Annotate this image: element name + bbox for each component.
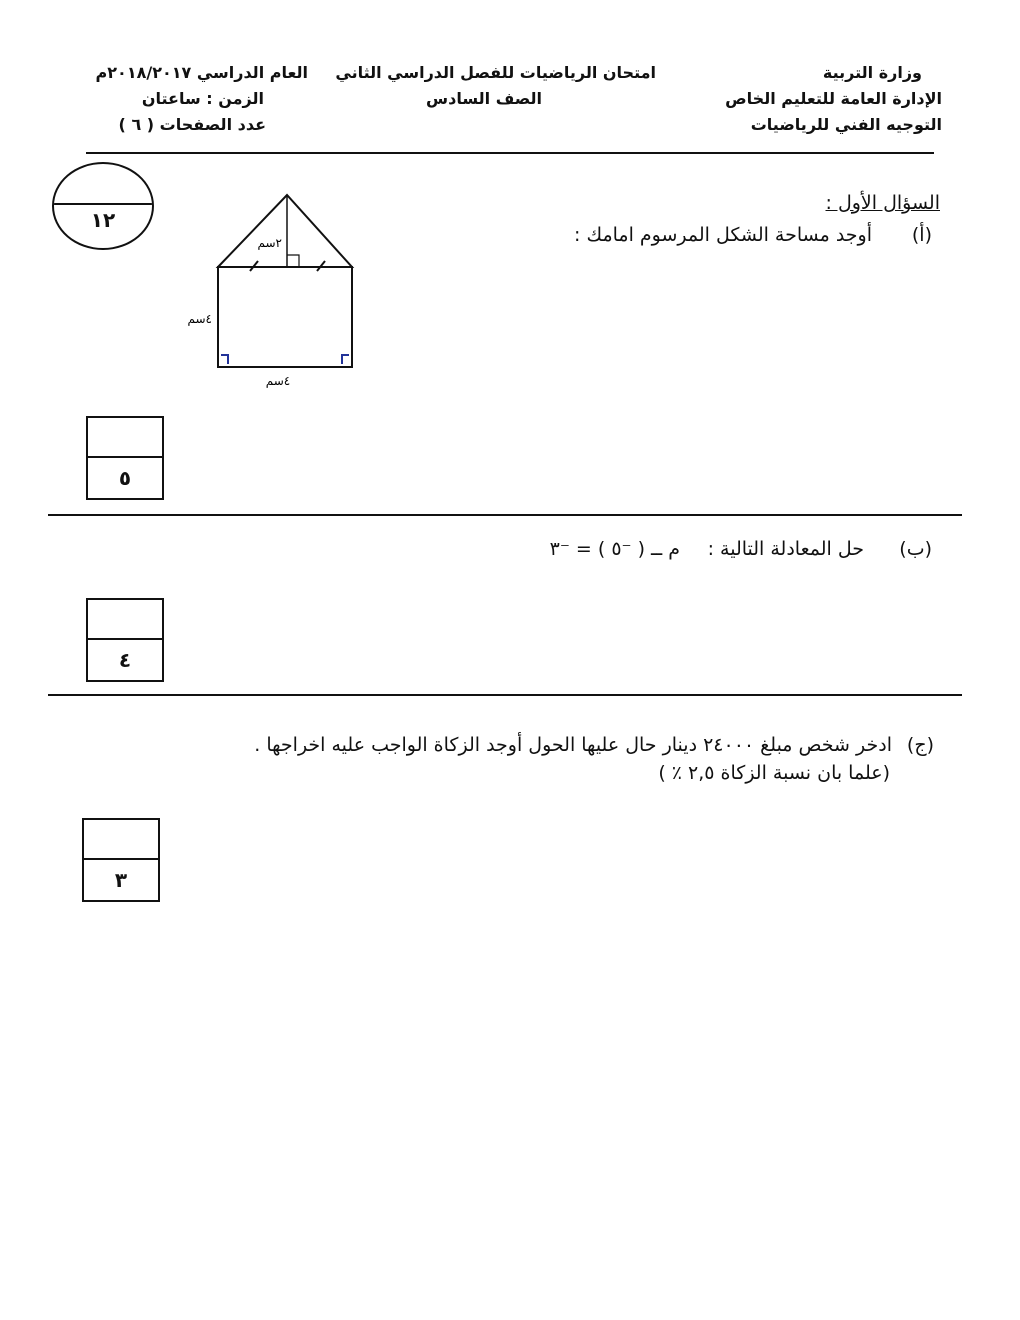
part-b-equation: م ــ ( ⁻٥ ) = ⁻٣	[549, 538, 680, 560]
part-b-score-box[interactable]	[86, 598, 164, 682]
corner-mark-left	[221, 355, 228, 364]
house-figure	[170, 185, 370, 400]
part-c-score-box[interactable]	[82, 818, 160, 902]
supervision-name: التوجيه الفني للرياضيات	[750, 115, 942, 134]
grade-label: الصف السادس	[426, 89, 542, 108]
total-marks-circle	[52, 162, 154, 250]
divider-a	[48, 514, 962, 516]
corner-mark-right	[342, 355, 349, 364]
part-c-label: (ج)	[906, 734, 934, 756]
exam-title: امتحان الرياضيات للفصل الدراسي الثاني	[335, 63, 656, 82]
part-b-text: حل المعادلة التالية :	[707, 538, 864, 560]
score-entry-cell[interactable]	[84, 820, 158, 860]
circle-divider	[54, 203, 152, 205]
part-a-text: أوجد مساحة الشكل المرسوم امامك :	[574, 224, 872, 246]
part-a-label: (أ)	[911, 224, 932, 246]
part-c-max-marks: ٣	[114, 868, 128, 892]
part-b-label: (ب)	[899, 538, 932, 560]
exam-duration: الزمن : ساعتان	[141, 89, 264, 108]
right-angle-mark	[287, 255, 299, 267]
part-b-max-marks: ٤	[118, 648, 132, 672]
side-length-label: ٤سم	[187, 312, 212, 326]
triangle-shape	[218, 195, 352, 267]
base-length-label: ٤سم	[265, 374, 291, 388]
total-marks-value: ١٢	[90, 208, 116, 232]
square-shape	[218, 267, 352, 367]
page-count: عدد الصفحات ( ٦ )	[118, 115, 266, 134]
height-label: ٢سم	[257, 236, 282, 250]
part-c-line1: ادخر شخص مبلغ ٢٤٠٠٠ دينار حال عليها الحول أوجد الزكاة الواجب عليه اخراجها .	[254, 734, 892, 756]
score-entry-cell[interactable]	[88, 418, 162, 458]
divider-b	[48, 694, 962, 696]
part-a-max-marks: ٥	[118, 466, 132, 490]
ministry-name: وزارة التربية	[822, 63, 922, 82]
part-c-line2: (علما بان نسبة الزكاة ٢,٥ ٪ )	[658, 762, 890, 784]
score-entry-cell[interactable]	[88, 600, 162, 640]
department-name: الإدارة العامة للتعليم الخاص	[725, 89, 942, 108]
part-a-score-box[interactable]	[86, 416, 164, 500]
question-title: السؤال الأول :	[825, 192, 940, 214]
header-divider	[86, 152, 934, 154]
academic-year: العام الدراسي ٢٠١٨/٢٠١٧م	[95, 63, 308, 82]
